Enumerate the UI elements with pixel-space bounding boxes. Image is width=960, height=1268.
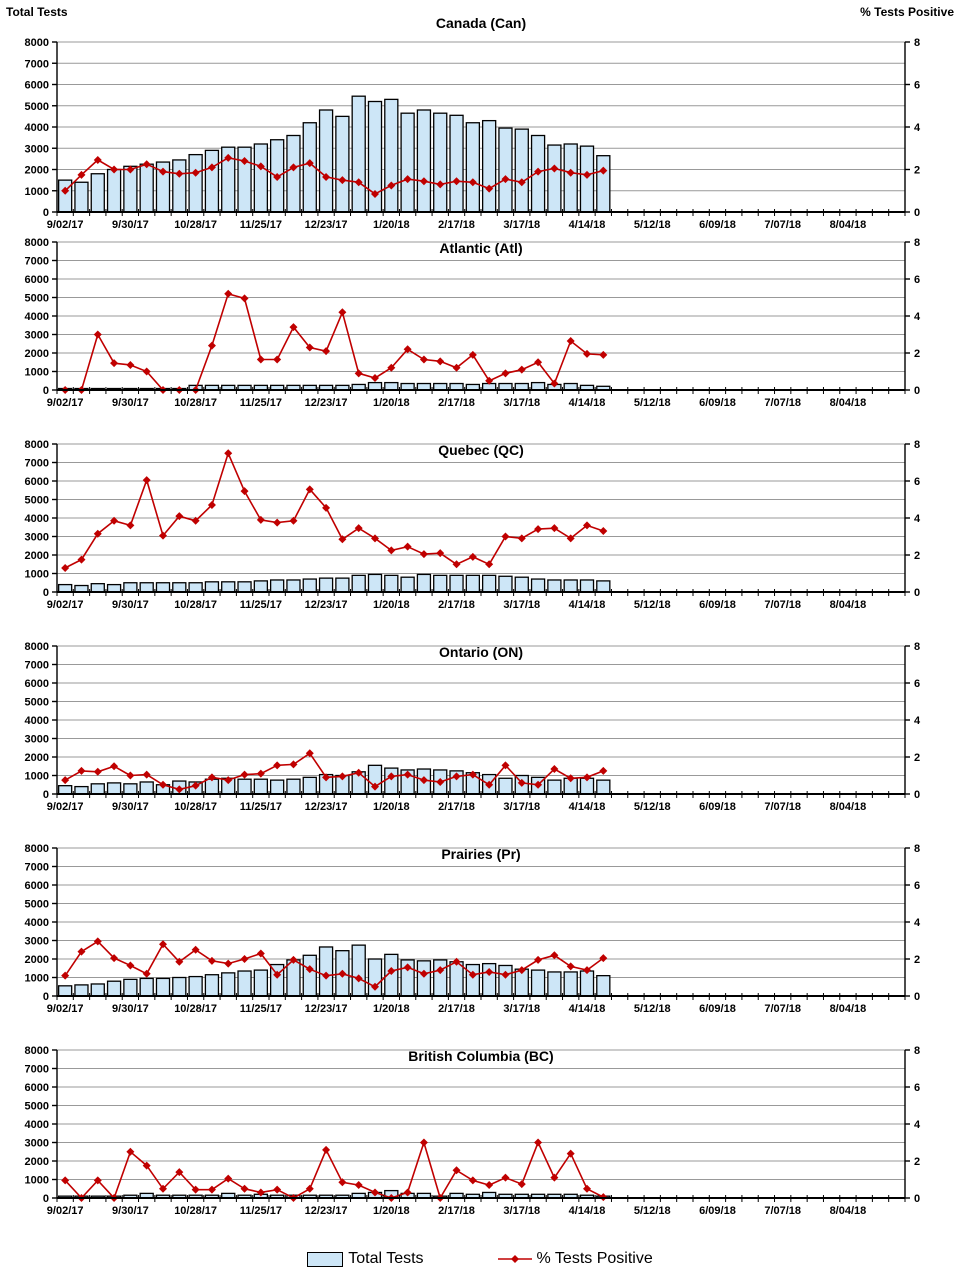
- svg-text:2000: 2000: [24, 954, 49, 966]
- svg-text:6: 6: [914, 1082, 921, 1094]
- svg-text:6000: 6000: [24, 880, 49, 892]
- svg-text:2: 2: [914, 164, 921, 177]
- svg-text:8000: 8000: [24, 37, 49, 49]
- svg-text:2: 2: [914, 752, 921, 764]
- svg-text:8: 8: [914, 843, 921, 855]
- svg-text:4000: 4000: [24, 311, 49, 323]
- svg-text:6/09/18: 6/09/18: [699, 1003, 736, 1015]
- svg-text:0: 0: [914, 789, 921, 801]
- svg-text:8/04/18: 8/04/18: [829, 397, 867, 409]
- axis-labels: [25, 1045, 921, 1217]
- svg-text:2000: 2000: [24, 1156, 49, 1168]
- chart-canada-svg: [0, 0, 960, 236]
- svg-text:5/12/18: 5/12/18: [633, 1003, 671, 1015]
- svg-text:2: 2: [914, 348, 921, 360]
- svg-text:6: 6: [914, 274, 921, 286]
- svg-text:3000: 3000: [24, 329, 49, 342]
- svg-text:4/14/18: 4/14/18: [568, 1003, 606, 1015]
- svg-text:2000: 2000: [24, 164, 49, 177]
- svg-text:2/17/18: 2/17/18: [438, 1205, 475, 1217]
- svg-text:5/12/18: 5/12/18: [633, 219, 671, 231]
- svg-text:5000: 5000: [24, 898, 49, 911]
- svg-text:1/20/18: 1/20/18: [372, 801, 410, 813]
- svg-text:3/17/18: 3/17/18: [503, 397, 541, 409]
- chart-title: [408, 1048, 553, 1064]
- svg-text:7000: 7000: [24, 457, 49, 470]
- svg-text:10/28/17: 10/28/17: [174, 1003, 218, 1015]
- svg-text:3/17/18: 3/17/18: [503, 1205, 541, 1217]
- svg-text:7/07/18: 7/07/18: [764, 1003, 802, 1015]
- svg-text:3/17/18: 3/17/18: [503, 801, 541, 813]
- svg-text:8: 8: [914, 237, 921, 249]
- svg-text:9/02/17: 9/02/17: [46, 219, 84, 231]
- pct-positive-line: [61, 1139, 607, 1203]
- svg-text:12/23/17: 12/23/17: [304, 599, 348, 611]
- svg-text:5000: 5000: [24, 100, 49, 113]
- svg-text:12/23/17: 12/23/17: [304, 1003, 348, 1015]
- svg-text:6: 6: [914, 79, 921, 92]
- chart-british-columbia: [0, 1044, 960, 1246]
- svg-text:6/09/18: 6/09/18: [699, 219, 736, 231]
- svg-text:6000: 6000: [24, 1082, 49, 1094]
- svg-text:4/14/18: 4/14/18: [568, 219, 606, 231]
- svg-text:10/28/17: 10/28/17: [174, 219, 218, 231]
- svg-text:4: 4: [914, 715, 921, 727]
- svg-text:2000: 2000: [24, 550, 49, 562]
- total-tests-bar-icon: [307, 1252, 343, 1267]
- svg-text:0: 0: [42, 789, 49, 801]
- svg-text:8000: 8000: [24, 641, 49, 653]
- svg-text:3000: 3000: [24, 935, 49, 948]
- svg-text:8: 8: [914, 1045, 921, 1057]
- chart-ontario-svg: [0, 640, 960, 842]
- svg-text:9/02/17: 9/02/17: [46, 1205, 84, 1217]
- svg-text:Total Tests: Total Tests: [6, 5, 68, 19]
- svg-text:4: 4: [914, 513, 921, 525]
- svg-text:8: 8: [914, 37, 921, 49]
- svg-text:6/09/18: 6/09/18: [699, 801, 736, 813]
- svg-text:7000: 7000: [24, 861, 49, 874]
- svg-text:6/09/18: 6/09/18: [699, 599, 736, 611]
- gridlines: [57, 242, 905, 372]
- svg-text:4/14/18: 4/14/18: [568, 397, 606, 409]
- svg-text:8000: 8000: [24, 237, 49, 249]
- svg-text:9/02/17: 9/02/17: [46, 397, 84, 409]
- svg-text:1000: 1000: [24, 568, 49, 581]
- svg-text:3000: 3000: [24, 733, 49, 746]
- svg-text:4000: 4000: [24, 917, 49, 929]
- chart-ontario: [0, 640, 960, 842]
- svg-text:7000: 7000: [24, 58, 49, 71]
- svg-text:4000: 4000: [24, 1119, 49, 1131]
- svg-text:3/17/18: 3/17/18: [503, 1003, 541, 1015]
- svg-text:6000: 6000: [24, 79, 49, 92]
- svg-text:11/25/17: 11/25/17: [239, 801, 282, 813]
- svg-text:4: 4: [914, 917, 921, 929]
- svg-text:Quebec (QC): Quebec (QC): [438, 442, 524, 458]
- svg-text:0: 0: [42, 207, 49, 219]
- svg-text:0: 0: [42, 991, 49, 1003]
- chart-title: [439, 240, 522, 256]
- svg-text:1/20/18: 1/20/18: [372, 1205, 410, 1217]
- svg-text:8/04/18: 8/04/18: [829, 801, 867, 813]
- svg-text:11/25/17: 11/25/17: [239, 1003, 282, 1015]
- svg-text:0: 0: [914, 587, 921, 599]
- svg-text:6000: 6000: [24, 274, 49, 286]
- svg-text:11/25/17: 11/25/17: [239, 219, 282, 231]
- svg-text:0: 0: [914, 385, 921, 397]
- total-tests-bars: [59, 96, 610, 212]
- chart-quebec-svg: [0, 438, 960, 640]
- svg-text:4000: 4000: [24, 122, 49, 134]
- svg-text:12/23/17: 12/23/17: [304, 1205, 348, 1217]
- chart-quebec: [0, 438, 960, 640]
- svg-text:1/20/18: 1/20/18: [372, 397, 410, 409]
- svg-text:5/12/18: 5/12/18: [633, 801, 671, 813]
- svg-text:8000: 8000: [24, 1045, 49, 1057]
- svg-text:4: 4: [914, 311, 921, 323]
- svg-text:3/17/18: 3/17/18: [503, 599, 541, 611]
- svg-text:Atlantic (Atl): Atlantic (Atl): [439, 240, 523, 256]
- svg-text:6: 6: [914, 880, 921, 892]
- chart-canada: [0, 0, 960, 236]
- svg-text:Canada (Can): Canada (Can): [435, 15, 527, 31]
- svg-text:12/23/17: 12/23/17: [304, 219, 348, 231]
- svg-text:4: 4: [914, 1119, 921, 1131]
- svg-text:6: 6: [914, 476, 921, 488]
- gridlines: [57, 646, 905, 776]
- svg-text:2: 2: [914, 550, 921, 562]
- svg-text:8000: 8000: [24, 843, 49, 855]
- svg-text:5000: 5000: [24, 292, 49, 305]
- svg-text:4000: 4000: [24, 715, 49, 727]
- svg-text:1000: 1000: [24, 972, 49, 985]
- gridlines: [57, 444, 905, 574]
- svg-text:1000: 1000: [24, 1174, 49, 1187]
- svg-text:Prairies (Pr): Prairies (Pr): [441, 846, 521, 862]
- svg-text:7/07/18: 7/07/18: [764, 219, 802, 231]
- svg-text:4/14/18: 4/14/18: [568, 801, 606, 813]
- svg-text:10/28/17: 10/28/17: [174, 801, 218, 813]
- legend-item-total-tests: [307, 1250, 423, 1268]
- svg-text:0: 0: [914, 207, 921, 219]
- svg-text:8/04/18: 8/04/18: [829, 1003, 867, 1015]
- svg-text:9/30/17: 9/30/17: [112, 1205, 149, 1217]
- svg-text:2/17/18: 2/17/18: [438, 219, 475, 231]
- svg-text:1/20/18: 1/20/18: [372, 599, 410, 611]
- svg-text:12/23/17: 12/23/17: [304, 801, 348, 813]
- svg-text:9/30/17: 9/30/17: [112, 1003, 149, 1015]
- svg-text:4000: 4000: [24, 513, 49, 525]
- svg-text:0: 0: [914, 991, 921, 1003]
- legend: [0, 1248, 960, 1268]
- svg-text:11/25/17: 11/25/17: [239, 599, 282, 611]
- svg-text:2/17/18: 2/17/18: [438, 599, 475, 611]
- svg-text:1000: 1000: [24, 770, 49, 783]
- svg-text:8000: 8000: [24, 439, 49, 451]
- svg-text:7000: 7000: [24, 255, 49, 268]
- svg-text:5000: 5000: [24, 1100, 49, 1113]
- chart-british-columbia-svg: [0, 1044, 960, 1246]
- svg-text:9/30/17: 9/30/17: [112, 801, 149, 813]
- svg-text:5/12/18: 5/12/18: [633, 397, 671, 409]
- svg-text:8/04/18: 8/04/18: [829, 219, 867, 231]
- svg-text:7/07/18: 7/07/18: [764, 1205, 802, 1217]
- svg-text:8: 8: [914, 641, 921, 653]
- svg-text:11/25/17: 11/25/17: [239, 397, 282, 409]
- legend-label-pct-positive: % Tests Positive: [536, 1250, 653, 1267]
- svg-text:1/20/18: 1/20/18: [372, 1003, 410, 1015]
- chart-atlantic: [0, 236, 960, 438]
- svg-text:0: 0: [42, 385, 49, 397]
- svg-text:3000: 3000: [24, 143, 49, 156]
- svg-text:8/04/18: 8/04/18: [829, 599, 867, 611]
- svg-text:1000: 1000: [24, 366, 49, 379]
- svg-text:8: 8: [914, 439, 921, 451]
- svg-text:British Columbia (BC): British Columbia (BC): [408, 1048, 554, 1064]
- svg-text:2/17/18: 2/17/18: [438, 801, 475, 813]
- svg-text:5000: 5000: [24, 696, 49, 709]
- svg-text:9/02/17: 9/02/17: [46, 1003, 84, 1015]
- svg-text:6: 6: [914, 678, 921, 690]
- gridlines: [57, 1050, 905, 1180]
- svg-text:9/30/17: 9/30/17: [112, 599, 149, 611]
- svg-text:9/30/17: 9/30/17: [112, 397, 149, 409]
- chart-title: [439, 644, 523, 660]
- svg-text:2: 2: [914, 1156, 921, 1168]
- svg-text:7/07/18: 7/07/18: [764, 801, 802, 813]
- axis-labels: [25, 237, 921, 409]
- svg-text:3000: 3000: [24, 531, 49, 544]
- svg-text:7000: 7000: [24, 1063, 49, 1076]
- svg-text:1000: 1000: [24, 185, 49, 198]
- svg-text:5/12/18: 5/12/18: [633, 1205, 671, 1217]
- chart-title: [436, 15, 526, 31]
- svg-text:2/17/18: 2/17/18: [438, 397, 475, 409]
- svg-text:1/20/18: 1/20/18: [372, 219, 410, 231]
- svg-text:9/30/17: 9/30/17: [112, 219, 149, 231]
- svg-text:2000: 2000: [24, 752, 49, 764]
- svg-text:10/28/17: 10/28/17: [174, 599, 218, 611]
- svg-text:11/25/17: 11/25/17: [239, 1205, 282, 1217]
- pct-positive-line: [61, 290, 607, 394]
- svg-text:9/02/17: 9/02/17: [46, 801, 84, 813]
- chart-prairies-svg: [0, 842, 960, 1044]
- chart-prairies: [0, 842, 960, 1044]
- total-tests-bars: [59, 765, 610, 794]
- svg-text:6/09/18: 6/09/18: [699, 1205, 736, 1217]
- svg-text:6000: 6000: [24, 678, 49, 690]
- svg-text:2000: 2000: [24, 348, 49, 360]
- svg-text:4/14/18: 4/14/18: [568, 599, 606, 611]
- legend-label-total-tests: Total Tests: [348, 1250, 424, 1267]
- svg-text:10/28/17: 10/28/17: [174, 397, 218, 409]
- svg-text:6000: 6000: [24, 476, 49, 488]
- svg-text:% Tests Positive: % Tests Positive: [860, 5, 954, 19]
- svg-text:3000: 3000: [24, 1137, 49, 1150]
- chart-title: [441, 846, 520, 862]
- svg-text:2/17/18: 2/17/18: [438, 1003, 475, 1015]
- svg-text:0: 0: [914, 1193, 921, 1205]
- chart-title: [438, 442, 524, 458]
- svg-text:0: 0: [42, 1193, 49, 1205]
- svg-text:Ontario (ON): Ontario (ON): [439, 644, 523, 660]
- svg-text:3/17/18: 3/17/18: [503, 219, 541, 231]
- svg-text:9/02/17: 9/02/17: [46, 599, 84, 611]
- chart-atlantic-svg: [0, 236, 960, 438]
- svg-text:7/07/18: 7/07/18: [764, 599, 802, 611]
- svg-text:6/09/18: 6/09/18: [699, 397, 736, 409]
- svg-text:2: 2: [914, 954, 921, 966]
- svg-text:10/28/17: 10/28/17: [174, 1205, 218, 1217]
- svg-text:8/04/18: 8/04/18: [829, 1205, 867, 1217]
- svg-text:7/07/18: 7/07/18: [764, 397, 802, 409]
- pct-positive-line-icon: [498, 1253, 532, 1265]
- svg-text:7000: 7000: [24, 659, 49, 672]
- pct-positive-line: [61, 449, 607, 572]
- svg-text:4/14/18: 4/14/18: [568, 1205, 606, 1217]
- svg-text:0: 0: [42, 587, 49, 599]
- legend-item-pct-positive: [498, 1250, 653, 1268]
- svg-text:5000: 5000: [24, 494, 49, 507]
- svg-text:5/12/18: 5/12/18: [633, 599, 671, 611]
- svg-text:12/23/17: 12/23/17: [304, 397, 348, 409]
- svg-text:4: 4: [914, 122, 921, 134]
